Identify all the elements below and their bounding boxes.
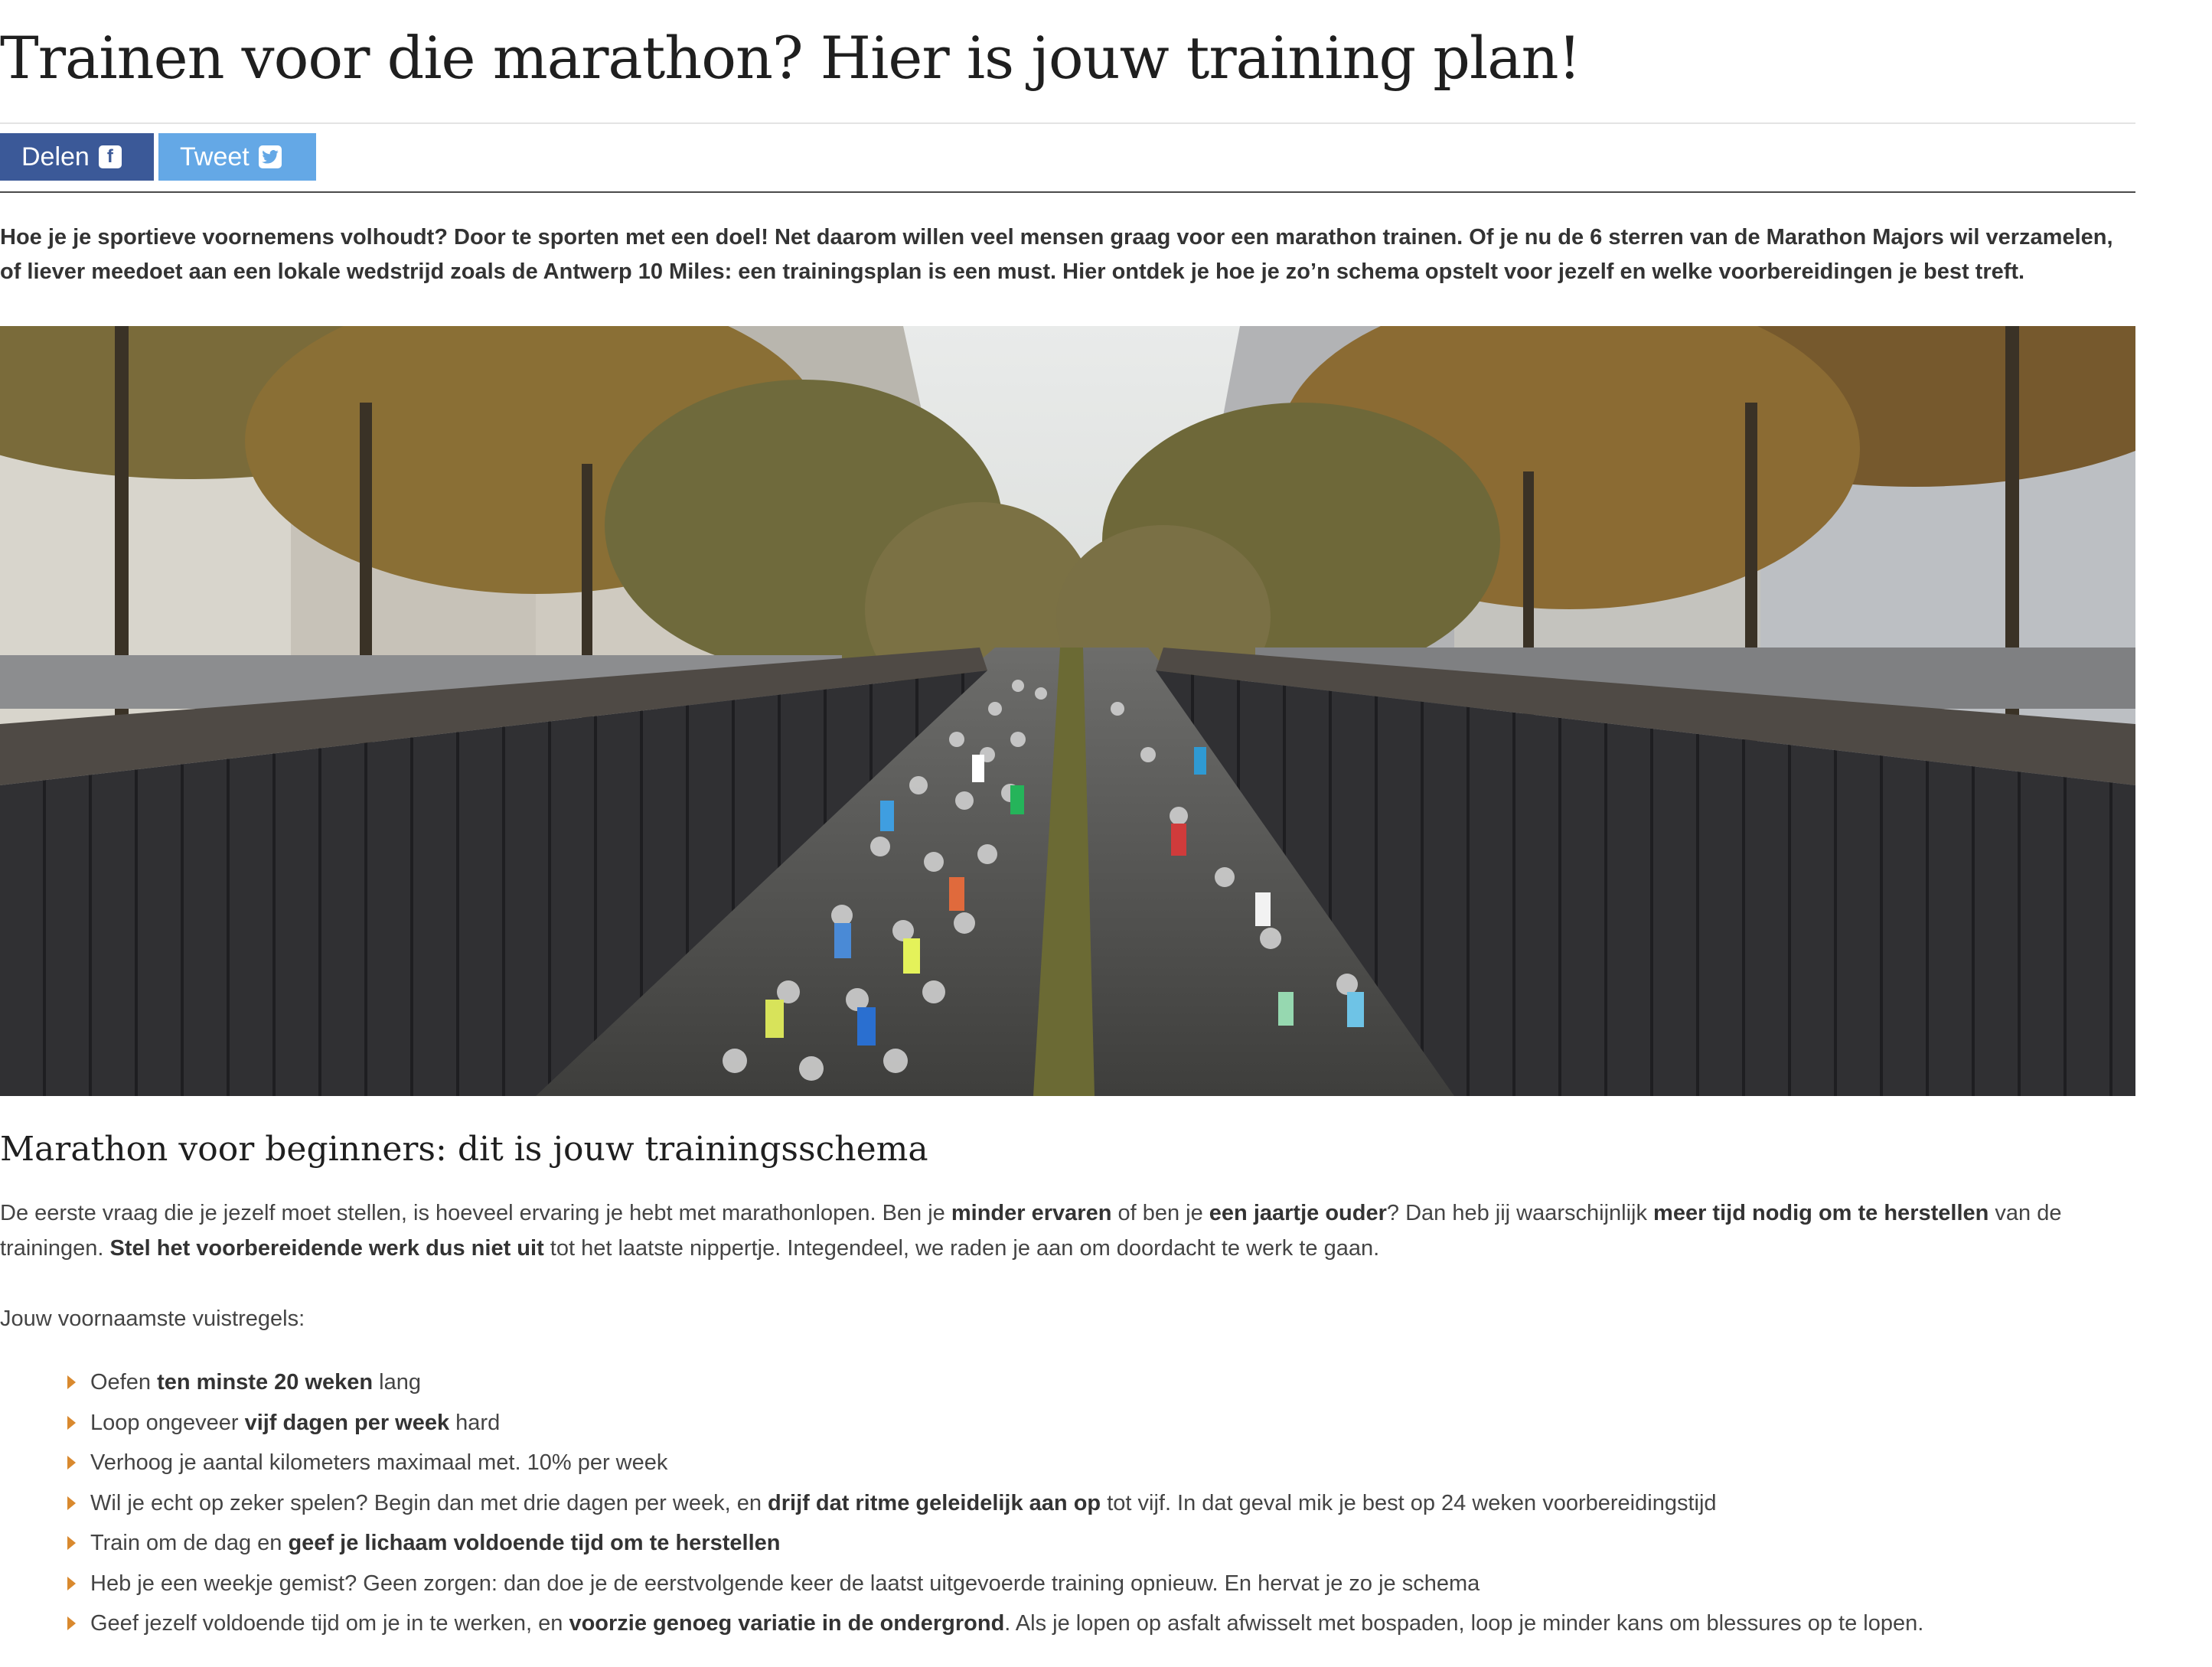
- article-title: Trainen voor die marathon? Hier is jouw training plan!: [0, 24, 1581, 92]
- body-text-3: ? Dan heb jij waarschijnlijk: [1386, 1201, 1654, 1225]
- intro-paragraph: Hoe je je sportieve voornemens volhoudt? Door te sporten met een doel! Net daarom willen veel mensen graag voor een marathon trainen. Of je nu de 6 sterren van de Marathon Majors wil verzamelen, of liever meedoet aan een lokale wedstrijd zoals de Antwerp 10 Miles: een trainingsplan is een must. Hier ontdek je hoe je zo’n schema opstelt voor jezelf en welke voorbereidingen je best treft.: [0, 225, 2113, 284]
- divider-bottom: [0, 191, 2135, 193]
- rule-bold: drijf dat ritme geleidelijk aan op: [768, 1490, 1101, 1515]
- body-text-5: tot het laatste nippertje. Integendeel, we raden je aan om doordacht te werk te gaan.: [543, 1236, 1380, 1261]
- list-item: [0, 1564, 2135, 1604]
- hero-image: [0, 326, 2135, 1096]
- rule-text: Train om de dag en: [90, 1531, 289, 1555]
- bullet-arrow-icon: [67, 1616, 76, 1630]
- twitter-share-button[interactable]: [158, 133, 316, 181]
- rule-text: Geef jezelf voldoende tijd om je in te werken, en: [90, 1611, 569, 1636]
- rule-text-end: tot vijf. In dat geval mik je best op 24 weken voorbereidingstijd: [1101, 1490, 1717, 1515]
- body-paragraph: [0, 1196, 2128, 1266]
- bullet-arrow-icon: [67, 1416, 76, 1430]
- body-text-2: of ben je: [1111, 1201, 1209, 1225]
- list-item: [0, 1403, 2135, 1444]
- list-item: [0, 1483, 2135, 1524]
- rule-bold: geef je lichaam voldoende tijd om te herstellen: [288, 1531, 781, 1555]
- list-item: [0, 1603, 2135, 1644]
- body-bold-4: Stel het voorbereidende werk dus niet uit: [109, 1236, 544, 1261]
- facebook-share-button[interactable]: [0, 133, 154, 181]
- share-bar: [0, 133, 316, 181]
- rules-list: [0, 1362, 2135, 1644]
- rule-text-end: . Als je lopen op asfalt afwisselt met bospaden, loop je minder kans om blessures op te lopen.: [1004, 1611, 1924, 1636]
- twitter-icon: [259, 145, 282, 168]
- rules-intro: Jouw voornaamste vuistregels:: [0, 1307, 305, 1331]
- rule-text: Loop ongeveer: [90, 1410, 245, 1435]
- bullet-arrow-icon: [67, 1577, 76, 1590]
- bullet-arrow-icon: [67, 1496, 76, 1510]
- section-title: Marathon voor beginners: dit is jouw trainingsschema: [0, 1130, 928, 1169]
- twitter-share-label: Tweet: [180, 142, 250, 171]
- rule-text: Oefen: [90, 1370, 158, 1395]
- rule-text: Verhoog je aantal kilometers maximaal met. 10% per week: [90, 1450, 668, 1475]
- list-item: [0, 1523, 2135, 1564]
- facebook-share-label: Delen: [21, 142, 90, 171]
- rule-bold: voorzie genoeg variatie in de ondergrond: [569, 1611, 1005, 1636]
- rule-bold: vijf dagen per week: [244, 1410, 450, 1435]
- bullet-arrow-icon: [67, 1536, 76, 1550]
- bullet-arrow-icon: [67, 1375, 76, 1389]
- body-text-4: van de trainingen.: [0, 1201, 2062, 1261]
- body-text-1: De eerste vraag die je jezelf moet stellen, is hoeveel ervaring je hebt met marathonlopen. Ben je: [0, 1201, 951, 1225]
- rule-text-end: lang: [373, 1370, 422, 1395]
- body-bold-2: een jaartje ouder: [1209, 1201, 1387, 1225]
- facebook-icon: f: [99, 145, 122, 168]
- rule-text: Wil je echt op zeker spelen? Begin dan met drie dagen per week, en: [90, 1490, 768, 1515]
- body-bold-3: meer tijd nodig om te herstellen: [1653, 1201, 1989, 1225]
- divider-top: [0, 122, 2135, 124]
- rule-text: Heb je een weekje gemist? Geen zorgen: dan doe je de eerstvolgende keer de laatst uitgevoerde training opnieuw. En hervat je zo je schema: [90, 1571, 1480, 1596]
- bullet-arrow-icon: [67, 1456, 76, 1470]
- list-item: [0, 1443, 2135, 1483]
- body-bold-1: minder ervaren: [951, 1201, 1112, 1225]
- rule-text-end: hard: [449, 1410, 501, 1435]
- list-item: [0, 1362, 2135, 1403]
- rule-bold: ten minste 20 weken: [157, 1370, 374, 1395]
